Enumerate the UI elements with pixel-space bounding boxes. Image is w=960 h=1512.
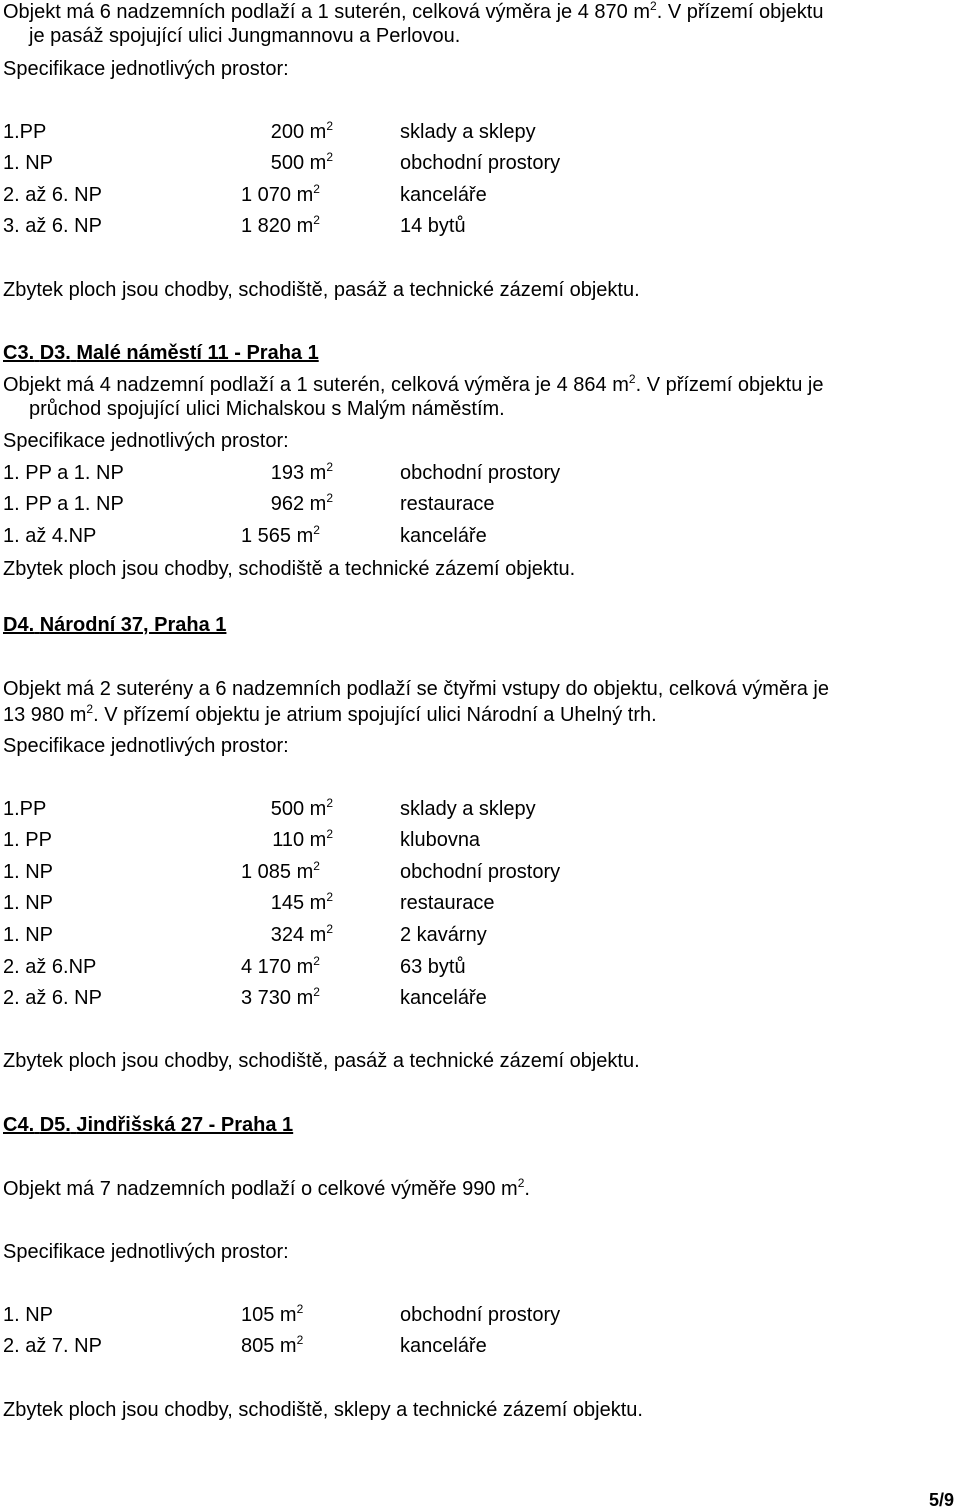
spec-label: Specifikace jednotlivých prostor:: [3, 430, 289, 452]
page-number: 5/9: [928, 1490, 954, 1510]
table-row: 3. až 6. NP 1 820 $m^2$ 14 bytů: [3, 213, 466, 237]
section-heading-d3: C3. D3. Malé náměstí 11 - Praha 1: [3, 342, 319, 364]
table-row: 2. až 6.NP 4 170 $m^2$ 63 bytů: [3, 954, 466, 978]
section-text: Objekt má 2 suterény a 6 nadzemních podlaží se čtyřmi vstupy do objektu, celková výměra je: [3, 678, 829, 700]
spec-label: Specifikace jednotlivých prostor:: [3, 735, 289, 757]
spec-label: Specifikace jednotlivých prostor:: [3, 1241, 289, 1263]
table-row: 1.PP 200 $m^2$ sklady a sklepy: [3, 119, 536, 143]
table-row: 1.PP 500 $m^2$ sklady a sklepy: [3, 796, 536, 820]
intro-line-1: Objekt má 6 nadzemních podlaží a 1 suterén, celková výměra je 4 870 $m^2$. V přízemí objektu: [3, 0, 824, 23]
table-row: 1. NP 500 $m^2$ obchodní prostory: [3, 150, 561, 174]
section-text: Objekt má 4 nadzemní podlaží a 1 suterén, celková výměra je 4 864 $m^2$. V přízemí objektu je: [3, 372, 824, 396]
table-row: 1. NP 324 $m^2$ 2 kavárny: [3, 922, 487, 946]
intro-line-2: je pasáž spojující ulici Jungmannovu a Perlovou.: [29, 25, 461, 47]
table-row: 2. až 6. NP 1 070 $m^2$ kanceláře: [3, 182, 487, 206]
table-row: 1. PP a 1. NP 193 $m^2$ obchodní prostory: [3, 460, 561, 484]
remainder-note: Zbytek ploch jsou chodby, schodiště, sklepy a technické zázemí objektu.: [3, 1399, 643, 1421]
table-row: 1. PP a 1. NP 962 $m^2$ restaurace: [3, 491, 495, 515]
remainder-note: Zbytek ploch jsou chodby, schodiště, pasáž a technické zázemí objektu.: [3, 1050, 640, 1072]
section-text: průchod spojující ulici Michalskou s Malým náměstím.: [29, 398, 505, 420]
table-row: 1. až 4.NP 1 565 $m^2$ kanceláře: [3, 523, 487, 547]
table-row: 1. PP 110 $m^2$ klubovna: [3, 827, 481, 851]
section-heading-d5: C4. D5. Jindřišská 27 - Praha 1: [3, 1114, 294, 1136]
remainder-note: Zbytek ploch jsou chodby, schodiště a technické zázemí objektu.: [3, 558, 576, 580]
section-text: Objekt má 7 nadzemních podlaží o celkové výměře 990 $m^2$.: [3, 1176, 530, 1200]
table-row: 1. NP 105 $m^2$ obchodní prostory: [3, 1302, 561, 1326]
table-row: 1. NP 145 $m^2$ restaurace: [3, 890, 495, 914]
table-row: 2. až 6. NP 3 730 $m^2$ kanceláře: [3, 985, 487, 1009]
section-text: 13 980 $m^2$. V přízemí objektu je atrium spojující ulici Národní a Uhelný trh.: [3, 702, 657, 726]
remainder-note: Zbytek ploch jsou chodby, schodiště, pasáž a technické zázemí objektu.: [3, 279, 640, 301]
spec-label: Specifikace jednotlivých prostor:: [3, 58, 289, 80]
section-heading-d4: D4. Národní 37, Praha 1: [3, 614, 227, 636]
table-row: 2. až 7. NP 805 $m^2$ kanceláře: [3, 1333, 487, 1357]
table-row: 1. NP 1 085 $m^2$ obchodní prostory: [3, 859, 561, 883]
